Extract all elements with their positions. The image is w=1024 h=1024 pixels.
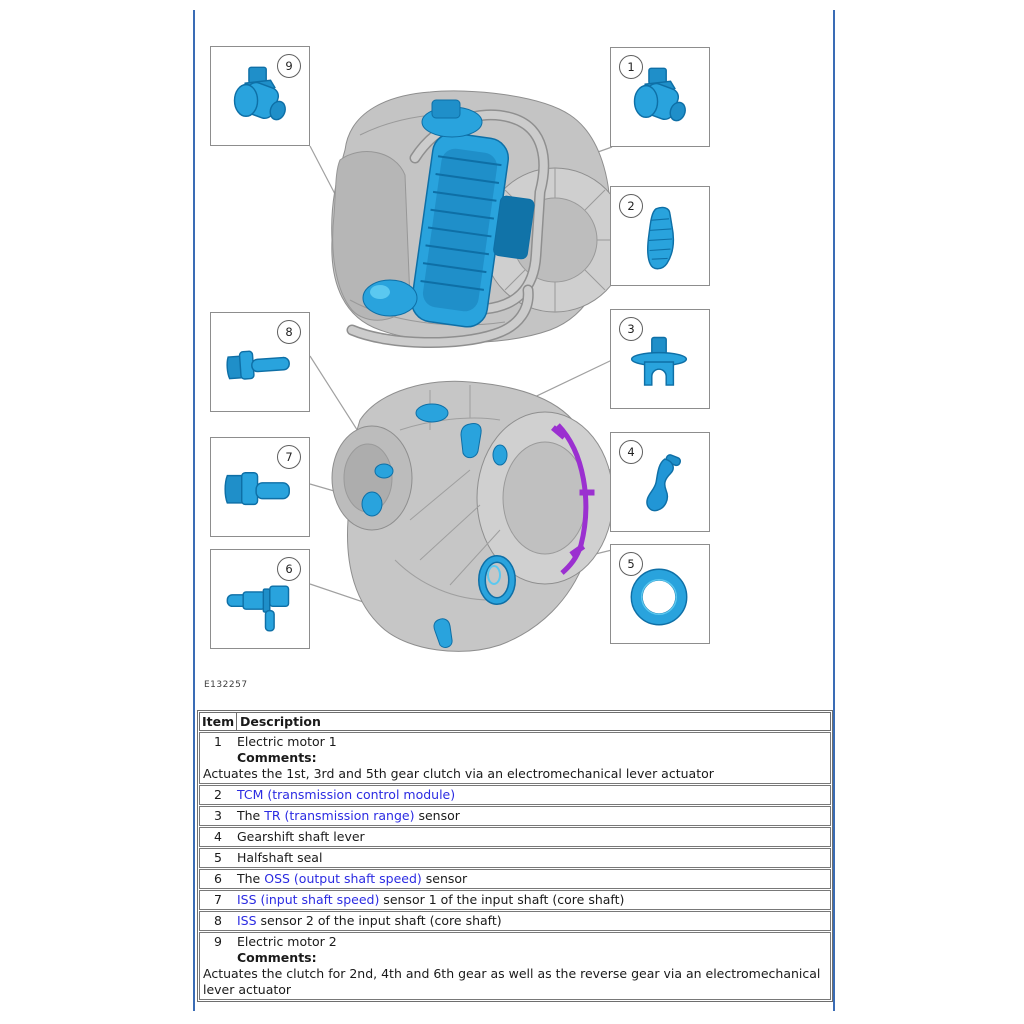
item-description [234,734,828,750]
callout-box-iss-sensor-1 [210,437,310,537]
transmission-bottom-view [332,381,613,651]
callout-number: 3 [619,317,643,341]
transmission-top-view [332,91,627,343]
gearshift-shaft-lever-icon [623,449,695,521]
item-number: 1 [214,734,222,749]
oss-sensor-icon [223,566,295,638]
item-description [234,850,828,866]
tcm-module-icon [623,203,695,275]
comment-text: Actuates the clutch for 2nd, 4th and 6th gear as well as the reverse gear via an electromechanical lever actuator [203,966,821,997]
table-row [199,806,831,826]
description-link[interactable]: TR (transmission range) [264,808,415,823]
parts-table [197,710,833,1002]
description-text: sensor [421,871,468,886]
callout-number: 6 [277,557,301,581]
item-description [234,871,828,887]
table-row [199,911,831,931]
callout-number: 1 [619,55,643,79]
comments-label: Comments: [237,750,317,765]
electric-motor-2-highlight [363,280,417,316]
comments-label: Comments: [237,950,317,965]
callout-number: 4 [619,440,643,464]
table-row [199,827,831,847]
table-row [199,932,831,1000]
item-number: 3 [214,808,222,823]
electric-motor-1-icon [623,64,695,136]
callout-box-gearshift-shaft-lever [610,432,710,532]
table-header [199,712,831,731]
description-text: The [237,808,265,823]
table-header-item: Item [200,713,237,730]
sensor-highlight [416,404,448,422]
gearshift-lever-highlight [493,445,507,465]
item-description [234,934,828,950]
table-row [199,848,831,868]
callout-number: 2 [619,194,643,218]
description-text: Electric motor 1 [237,734,337,749]
item-number: 9 [214,934,222,949]
callout-box-tcm-module [610,186,710,286]
description-text: Halfshaft seal [237,850,323,865]
description-text: Gearshift shaft lever [237,829,365,844]
description-link[interactable]: TCM (transmission control module) [237,787,456,802]
table-header-description: Description [240,714,321,729]
description-text: The [237,871,265,886]
callout-box-tr-sensor [610,309,710,409]
item-description [234,913,828,929]
iss-sensor-1-icon [223,454,295,526]
item-description [234,892,828,908]
comment-text: Actuates the 1st, 3rd and 5th gear clutch via an electromechanical lever actuator [203,766,714,781]
figure-label: E132257 [204,680,248,690]
callout-box-oss-sensor [210,549,310,649]
table-row [199,785,831,805]
item-number: 7 [214,892,222,907]
callout-box-electric-motor-2 [210,46,310,146]
tr-sensor-icon [623,326,695,398]
table-row [199,869,831,889]
item-number: 4 [214,829,222,844]
item-description [234,787,828,803]
item-number: 8 [214,913,222,928]
iss-sensor-2-icon [223,329,295,401]
table-row [199,890,831,910]
item-number: 6 [214,871,222,886]
description-text: sensor 2 of the input shaft (core shaft) [256,913,502,928]
iss-sensor-1-highlight [362,492,382,516]
iss-sensor-2-highlight [375,464,393,478]
description-link[interactable]: ISS (input shaft speed) [237,892,380,907]
table-row [199,732,831,784]
callout-box-halfshaft-seal [610,544,710,644]
callout-number: 7 [277,445,301,469]
item-number: 2 [214,787,222,802]
description-text: Electric motor 2 [237,934,337,949]
callout-number: 9 [277,54,301,78]
callout-box-electric-motor-1 [610,47,710,147]
callout-number: 5 [619,552,643,576]
description-text: sensor [414,808,460,823]
electric-motor-2-icon [223,63,295,135]
callout-number: 8 [277,320,301,344]
item-description [234,808,828,824]
description-link[interactable]: OSS (output shaft speed) [264,871,422,886]
description-link[interactable]: ISS [237,913,257,928]
item-description [234,829,828,845]
item-number: 5 [214,850,222,865]
description-text: sensor 1 of the input shaft (core shaft) [379,892,625,907]
callout-box-iss-sensor-2 [210,312,310,412]
halfshaft-seal-icon [623,561,695,633]
